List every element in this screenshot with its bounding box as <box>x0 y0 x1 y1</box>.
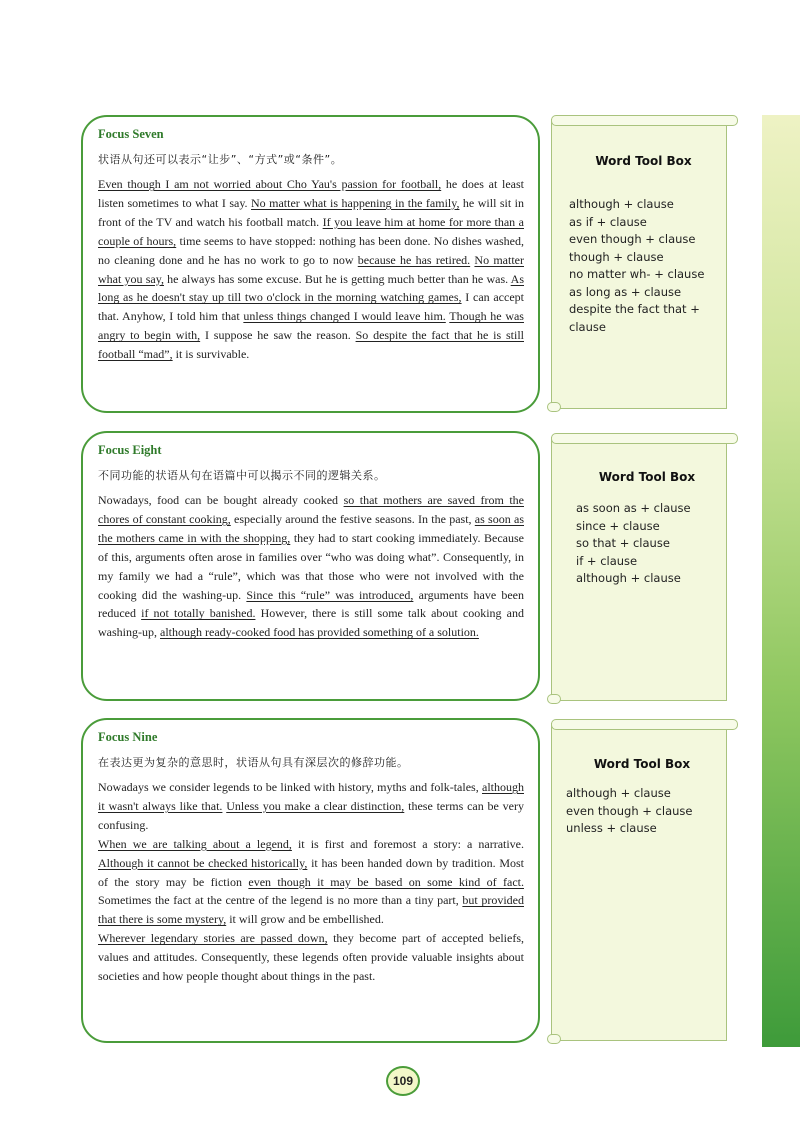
word-tool-item: even though + clause <box>569 232 696 246</box>
focus-nine-box <box>81 718 540 1043</box>
clause: Though he was angry to begin with, <box>98 309 524 343</box>
text: these terms can be very confusing. <box>98 798 525 832</box>
focus-nine-paragraph-1 <box>98 778 524 835</box>
word-tool-box-list <box>566 785 718 838</box>
focus-nine-title: Focus Nine <box>98 730 158 744</box>
word-tool-item: although + clause <box>566 786 671 800</box>
word-tool-item: as long as + clause <box>569 284 682 299</box>
text: it will grow and be embellished. <box>226 912 384 927</box>
clause: When we are talking about a legend, <box>98 836 292 851</box>
clause: Although it cannot be checked historically, <box>98 855 308 870</box>
focus-seven-paragraph <box>98 175 524 364</box>
clause: as soon as the mothers came in with the shopping, <box>98 511 524 545</box>
focus-nine-paragraph-3 <box>98 929 524 986</box>
word-tool-box-title: Word Tool Box <box>595 154 692 168</box>
focus-eight-paragraph <box>98 491 524 642</box>
text: they become part of accepted beliefs, values and attitudes. Consequently, these legends often provide valuable insights about societies and how people thought about things in the past. <box>98 931 524 984</box>
clause: if not totally banished. <box>141 606 256 621</box>
word-tool-item: although + clause <box>576 571 681 585</box>
word-tool-box-list <box>569 196 718 336</box>
word-tool-box-nine <box>551 723 727 1041</box>
text: I can accept that. Anyhow, I told him that <box>98 290 524 324</box>
clause: although ready-cooked food has provided something of a solution. <box>160 625 479 640</box>
word-tool-item: although + clause <box>569 197 674 211</box>
word-tool-item: despite the fact that + clause <box>569 302 700 334</box>
word-tool-item: as soon as + clause <box>576 501 691 515</box>
focus-nine-paragraph-2 <box>98 835 524 930</box>
text: I suppose he saw the reason. <box>200 328 356 343</box>
text: he always has some excuse. But he is getting much better than he was. <box>163 271 511 286</box>
text: arguments have been reduced <box>98 587 525 621</box>
text: it has been handed down by tradition. Most of the story may be fiction <box>98 855 525 889</box>
clause: because he has retired. <box>357 252 471 267</box>
word-tool-item: though + clause <box>569 249 664 264</box>
word-tool-item: so that + clause <box>576 536 670 550</box>
focus-eight-subtitle: 不同功能的状语从句在语篇中可以揭示不同的逻辑关系。 <box>98 469 386 482</box>
text: it is first and foremost a story: a narrative. <box>291 836 525 851</box>
word-tool-box-eight <box>551 437 727 701</box>
word-tool-box-title: Word Tool Box <box>593 757 691 771</box>
text: especially around the festive seasons. In the past, <box>230 511 475 526</box>
word-tool-box-title: Word Tool Box <box>598 470 696 484</box>
text: he will sit in front of the TV and watch his football match. <box>98 195 525 229</box>
clause: As long as he doesn't stay up till two o'clock in the morning watching games, <box>98 271 524 305</box>
word-tool-item: no matter wh- + clause <box>569 267 705 281</box>
clause: even though it may be based on some kind of fact. <box>248 874 524 889</box>
clause: Wherever legendary stories are passed down, <box>98 931 328 946</box>
text: he does at least listen sometimes to what I say. <box>98 177 524 210</box>
clause: Since this “rule” was introduced, <box>246 587 414 602</box>
clause: Unless you make a clear distinction, <box>226 798 405 813</box>
word-tool-item: even though + clause <box>566 803 693 818</box>
text: time seems to have stopped: nothing has been done. No dishes washed, no cleaning done and he has no work to go to now <box>98 233 524 267</box>
word-tool-item: unless + clause <box>566 821 657 835</box>
clause: If you leave him at home for more than a couple of hours, <box>98 214 524 248</box>
focus-seven-subtitle: 状语从句还可以表示“让步”、“方式”或“条件”。 <box>98 153 343 166</box>
word-tool-item: since + clause <box>576 518 660 533</box>
focus-seven-title: Focus Seven <box>98 127 164 141</box>
text: Nowadays we consider legends to be linked with history, myths and folk-tales, <box>98 780 482 794</box>
text: they had to start cooking immediately. Because of this, arguments often arose in families over “who was doing what”. Consequently, in my family we had a “rule”, which was that those who were not involved with the cooking did the washing-up. <box>98 530 524 602</box>
word-tool-box-list <box>576 500 718 588</box>
clause: So despite the fact that he is still football “mad”, <box>98 328 524 362</box>
clause: so that mothers are saved from the chores of constant cooking, <box>98 493 524 526</box>
word-tool-item: as if + clause <box>569 214 647 229</box>
clause: but provided that there is some mystery, <box>98 893 524 927</box>
clause: No matter what you say, <box>98 252 524 286</box>
page-number: 109 <box>386 1066 420 1096</box>
text: it is survivable. <box>172 347 250 362</box>
text: However, there is still some talk about cooking and washing-up, <box>98 606 524 640</box>
text: Sometimes the fact at the centre of the legend is no more than a tiny part, <box>98 893 463 908</box>
word-tool-box-seven <box>551 119 727 409</box>
text: Nowadays, food can be bought already cooked <box>98 493 344 507</box>
clause: although it wasn't always like that. <box>98 780 524 813</box>
focus-seven-box <box>81 115 540 413</box>
clause: unless things changed I would leave him. <box>243 309 446 324</box>
clause: Even though I am not worried about Cho Yau's passion for football, <box>98 177 442 191</box>
focus-eight-title: Focus Eight <box>98 443 162 457</box>
focus-eight-box <box>81 431 540 701</box>
focus-nine-subtitle: 在表达更为复杂的意思时，状语从句具有深层次的修辞功能。 <box>98 756 409 769</box>
side-color-stripe <box>762 115 800 1047</box>
word-tool-item: if + clause <box>576 553 638 568</box>
clause: No matter what is happening in the family, <box>251 195 460 210</box>
